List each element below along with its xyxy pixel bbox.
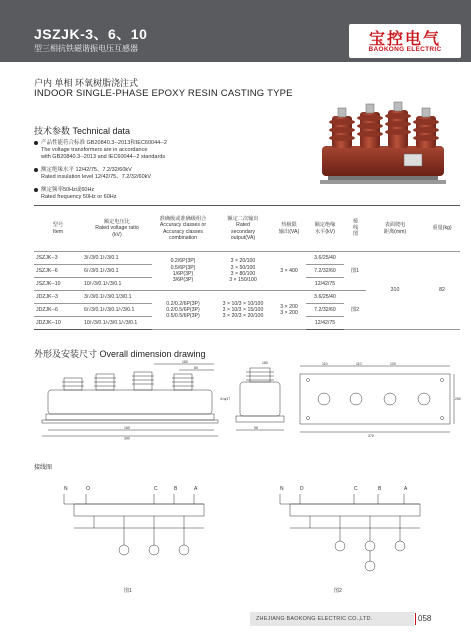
cell-thermal-g1: 3 × 400: [272, 252, 306, 291]
dimension-section-title: 外形及安装尺寸 Overall dimension drawing: [34, 349, 206, 359]
dim-label: 80: [194, 366, 198, 370]
cell-insulation: 12/42/75: [306, 317, 344, 330]
product-photo: [318, 94, 448, 190]
page-number: 058: [418, 614, 432, 623]
terminal-label: D: [300, 486, 304, 492]
cell-output-g1: 3 × 20/100 3 × 50/100 3 × 80/100 3 × 150/100: [214, 252, 272, 291]
th-output: 额定二次输出 Rated secondary output(VA): [214, 206, 272, 252]
terminal-label: B: [378, 486, 382, 492]
bullet-line: 额定频率50Hz或60Hz: [41, 187, 95, 193]
terminal-label: N: [64, 486, 68, 492]
cell-ratio: 6/√3/0.1/√3/0.1/√3/0.1: [82, 304, 152, 317]
cell-item: JSZJK--10: [34, 278, 82, 291]
top-view: [300, 362, 461, 438]
cell-item: JSZJK--3: [34, 252, 82, 265]
spec-table: [34, 205, 460, 330]
dim-label: 180: [262, 361, 268, 365]
cell-ratio: 3/√3/0.1/√3/0.1/3/0.1: [82, 291, 152, 304]
cell-ratio: 10/√3/0.1/√3/0.1: [82, 278, 152, 291]
bullet-frequency: [34, 187, 117, 201]
bullet-line: with GB20840.3--2013 and IEC60044--2 standards: [41, 154, 166, 160]
terminal-label: C: [154, 486, 158, 492]
th-creepage: 表面爬电 距离(mm): [366, 206, 424, 252]
footer: [0, 612, 471, 628]
bullet-dot-icon: [34, 168, 38, 172]
wiring-fig1: [64, 486, 204, 594]
product-series-title: JSZJK-3、6、10: [34, 26, 148, 42]
dim-label: 160: [124, 426, 130, 430]
tech-section-title: 技术参数 Technical data: [34, 126, 131, 136]
cell-insulation: 7.2/32/60: [306, 304, 344, 317]
table-row: [34, 252, 460, 265]
cell-wiring-g1: 图1: [344, 252, 366, 291]
dim-label: 4×φ17: [220, 397, 231, 401]
wiring-title: 接线图: [34, 465, 53, 471]
cell-insulation: 7.2/32/60: [306, 265, 344, 278]
cell-creepage: 310: [366, 252, 424, 330]
footer-company: ZHEJIANG BAOKONG ELECTRIC CO.,LTD.: [256, 616, 373, 622]
dim-label: 260: [455, 397, 461, 401]
cell-ratio: 3/√3/0.1/√3/0.1: [82, 252, 152, 265]
cell-insulation: 3.6/25/40: [306, 291, 344, 304]
brand-logo: [349, 24, 461, 58]
dim-label: 110: [356, 362, 362, 366]
th-item: 型号 Item: [34, 206, 82, 252]
cell-item: JDZJK--3: [34, 291, 82, 304]
table-header-row: [34, 206, 460, 252]
cell-item: JDZJK--10: [34, 317, 82, 330]
cell-insulation: 12/42/75: [306, 278, 344, 291]
terminal-label: C: [354, 486, 358, 492]
bullet-standards: [34, 140, 167, 161]
dim-label: 180: [182, 360, 188, 364]
th-accuracy: 准确级或准确级组合 Accuracy classes or Accuracy classes combination: [152, 206, 214, 252]
dimension-drawing: [34, 360, 460, 440]
terminal-label: A: [404, 486, 408, 492]
terminal-label: O: [86, 486, 90, 492]
bullet-insulation: [34, 167, 151, 181]
cell-insulation: 3.6/25/40: [306, 252, 344, 265]
dim-label: 96: [254, 426, 258, 430]
th-thermal: 热极限 输出(VA): [272, 206, 306, 252]
terminal-label: B: [174, 486, 178, 492]
bullet-line: Rated frequency 50Hz or 60Hz: [41, 194, 117, 200]
th-ratio: 额定电压比 Rated voltage ratio (kV): [82, 206, 152, 252]
cell-ratio: 6/√3/0.1/√3/0.1: [82, 265, 152, 278]
cell-item: JSZJK--6: [34, 265, 82, 278]
th-weight: 重量(kg): [424, 206, 460, 252]
cell-accuracy-g1: 0.2/6P(3P) 0.5/6P(3P) 1/6P(3P) 3/6P(3P): [152, 252, 214, 291]
dim-label: 390: [124, 436, 130, 441]
th-wiring-text: 接线图: [352, 218, 359, 237]
cell-item: JDZJK--6: [34, 304, 82, 317]
wiring-diagrams: [34, 470, 460, 600]
cell-wiring-g2: 图2: [344, 291, 366, 330]
bullet-line: Rated insulation level 12/42/75、7.2/32/60kV: [41, 174, 152, 180]
dim-label: 370: [368, 434, 374, 438]
figure-caption: 图2: [334, 588, 342, 594]
terminal-label: A: [194, 486, 198, 492]
type-en: INDOOR SINGLE-PHASE EPOXY RESIN CASTING TYPE: [34, 88, 293, 99]
cell-weight: 82: [424, 252, 460, 330]
product-subtitle: 型三相抗铁磁谐振电压互感器: [34, 44, 138, 53]
side-view: [236, 361, 284, 430]
figure-caption: 图1: [124, 588, 132, 594]
cell-accuracy-g2: 0.2/0.2/6P(3P) 0.2/0.5/6P(3P) 0.5/0.5/6P(3P): [152, 291, 214, 330]
front-view: [42, 360, 230, 441]
cell-output-g2: 3 × 10/3 × 10/100 3 × 10/3 × 15/100 3 × 20/3 × 20/100: [214, 291, 272, 330]
cell-thermal-g2: 3 × 200 3 × 200: [272, 291, 306, 330]
th-wiring: [344, 206, 366, 252]
bullet-dot-icon: [34, 188, 38, 192]
dim-label: 110: [322, 362, 328, 366]
wiring-fig2: [280, 486, 420, 594]
logo-en: BAOKONG ELECTRIC: [368, 46, 442, 53]
terminal-label: N: [280, 486, 284, 492]
logo-cn: 宝控电气: [368, 31, 441, 48]
th-insulation: 额定绝缘 水平(kV): [306, 206, 344, 252]
bullet-dot-icon: [34, 141, 38, 145]
type-cn: 户内 单相 环氧树脂浇注式: [34, 78, 139, 88]
bullet-line: 额定绝缘水平 12/42/75、7.2/32/60kV: [41, 167, 132, 173]
dim-label: 100: [390, 362, 396, 366]
footer-separator: [415, 613, 416, 625]
bullet-line: 产品性能符合标准 GB20840.3--2013和IEC60044--2: [41, 140, 167, 146]
header-band: [0, 0, 471, 62]
bullet-line: The voltage transformers are in accordance: [41, 147, 148, 153]
cell-ratio: 10/√3/0.1/√3/0.1/√3/0.1: [82, 317, 152, 330]
